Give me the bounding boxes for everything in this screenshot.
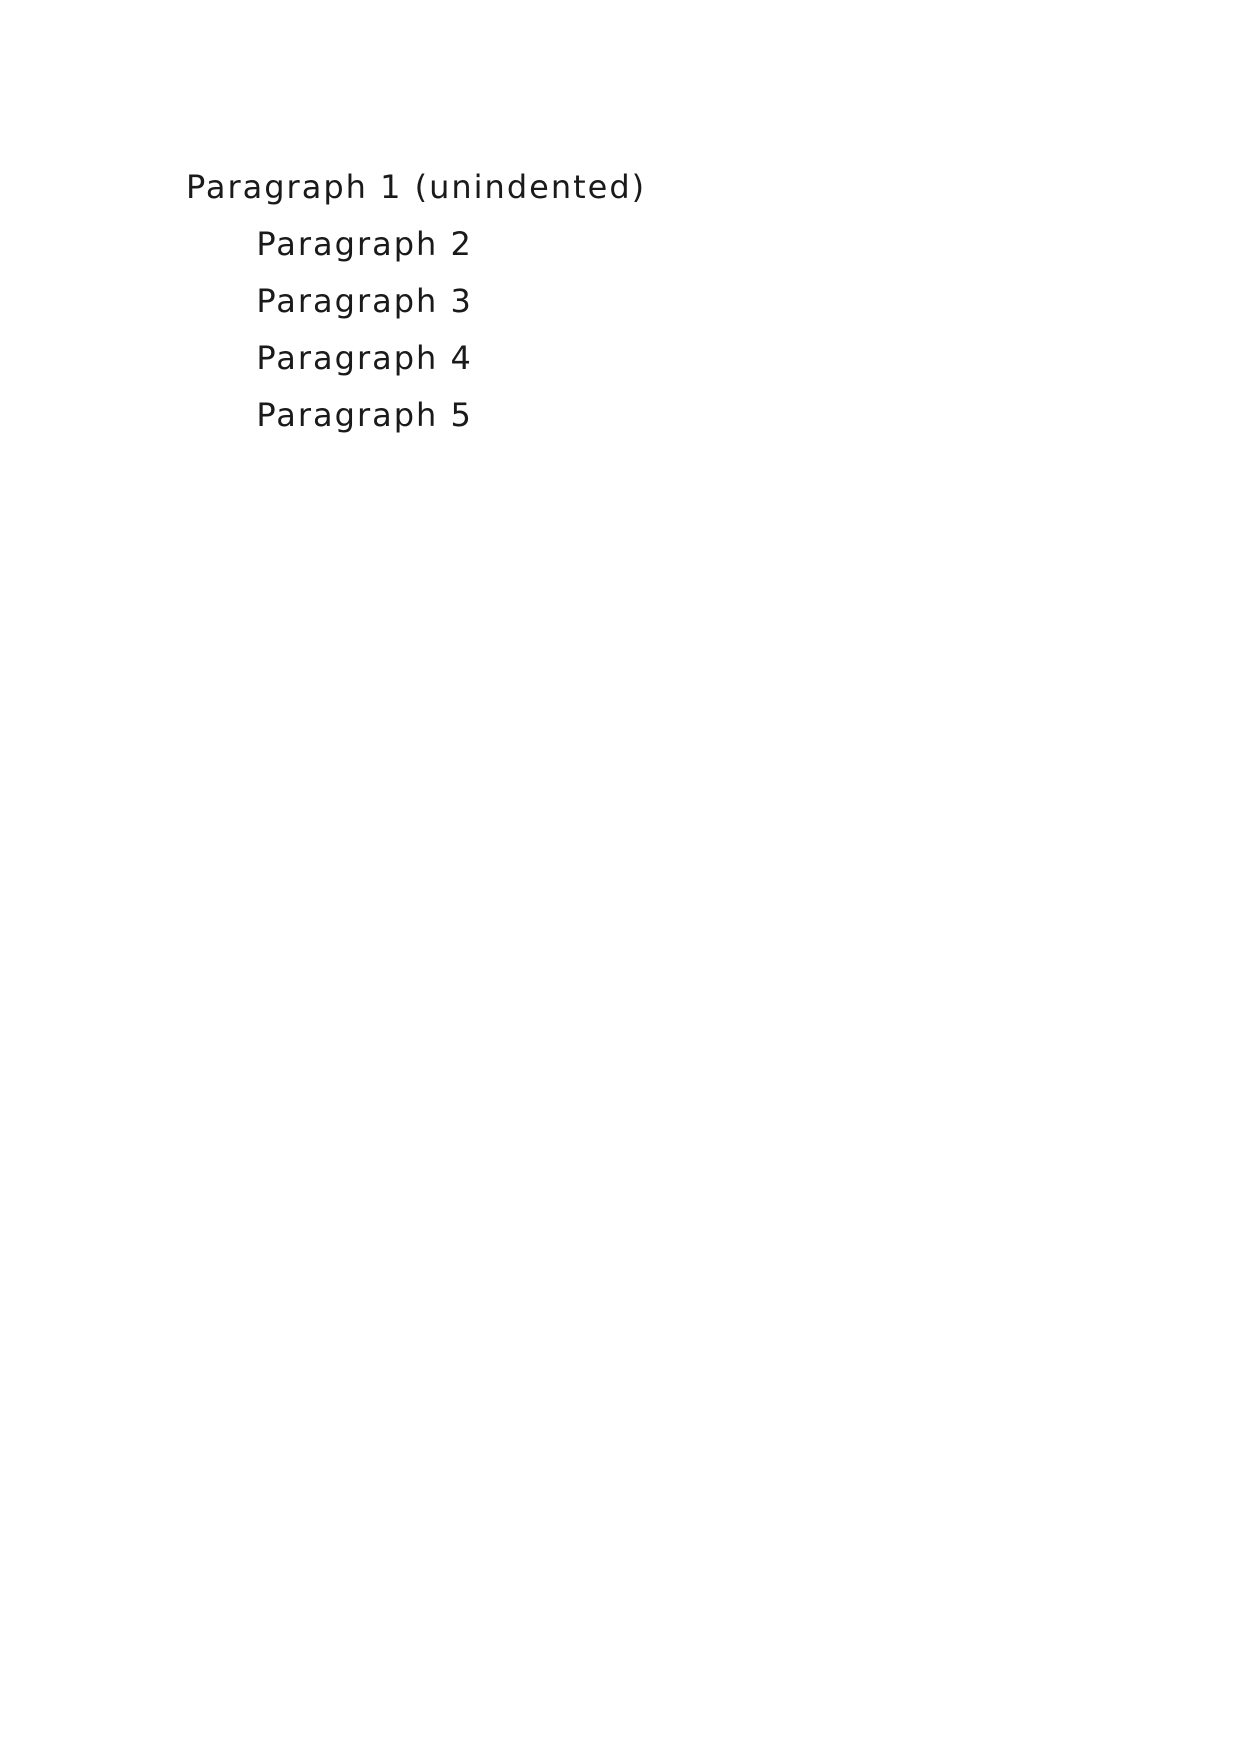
paragraph-4: Paragraph 4 <box>256 339 473 377</box>
paragraph-1: Paragraph 1 (unindented) <box>186 168 647 206</box>
paragraph-5: Paragraph 5 <box>256 396 473 434</box>
paragraph-2: Paragraph 2 <box>256 225 473 263</box>
paragraph-3: Paragraph 3 <box>256 282 473 320</box>
body-text <box>186 159 1076 444</box>
